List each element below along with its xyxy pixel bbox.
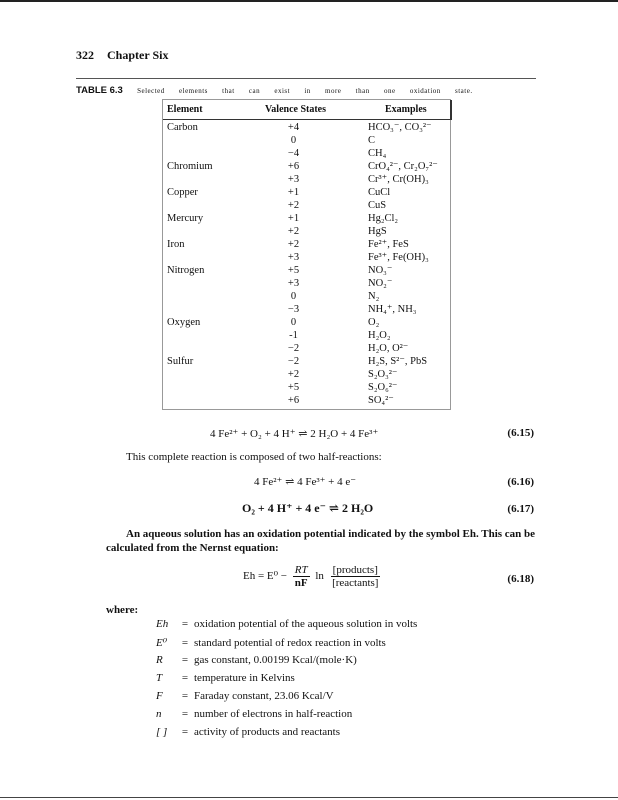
bottom-border	[0, 797, 618, 798]
equation-6-16: 4 Fe²⁺ ⇌ 4 Fe³⁺ + 4 e⁻	[254, 476, 357, 488]
equation-6-15: 4 Fe²⁺ + O₂ + 4 H⁺ ⇌ 2 H₂O + 4 Fe³⁺	[210, 428, 379, 440]
cell-example: S₂O₆²⁻	[368, 382, 398, 393]
cell-valence: +6	[287, 395, 300, 406]
cell-valence: +5	[287, 265, 300, 276]
table-row	[163, 160, 450, 173]
cell-valence: +2	[287, 239, 300, 250]
definition-row	[156, 654, 357, 670]
cell-valence: +6	[287, 161, 300, 172]
definition-symbol: n	[156, 708, 162, 720]
cell-element: Mercury	[167, 213, 204, 224]
table-row	[163, 199, 450, 212]
where-label: where:	[106, 604, 139, 616]
oxidation-states-table	[162, 99, 451, 410]
top-border	[0, 0, 618, 2]
cell-example: C	[368, 135, 376, 146]
equation-number-6-16: (6.16)	[507, 476, 534, 488]
table-row	[163, 186, 450, 199]
cell-valence: +1	[287, 187, 300, 198]
definition-symbol: F	[156, 690, 163, 702]
nf-denominator: nF	[294, 577, 308, 589]
cell-example: CrO₄²⁻, Cr₂O₇²⁻	[368, 161, 438, 172]
definition-symbol: Eh	[156, 618, 169, 630]
equals-sign: =	[181, 690, 189, 702]
equals-sign: =	[181, 654, 189, 666]
cell-valence: +2	[287, 369, 300, 380]
cell-valence: -1	[289, 330, 298, 341]
cell-example: H₂O₂	[368, 330, 391, 341]
definition-row	[156, 726, 340, 742]
equation-6-17: O₂ + 4 H⁺ + 4 e⁻ ⇌ 2 H₂O	[242, 501, 374, 515]
rt-over-nf	[293, 564, 310, 589]
equation-number-6-15: (6.15)	[507, 427, 534, 439]
half-reactions-intro: This complete reaction is composed of two half-reactions:	[126, 451, 382, 463]
equals-sign: =	[181, 637, 189, 649]
rt-numerator: RT	[294, 564, 308, 576]
cell-example: NH₄⁺, NH₃	[368, 304, 417, 315]
table-top-rule	[76, 78, 536, 79]
cell-example: SO₄²⁻	[368, 395, 394, 406]
cell-valence: −2	[287, 343, 300, 354]
cell-example: NO₃⁻	[368, 265, 393, 276]
chapter-title: Chapter Six	[107, 48, 169, 62]
table-row	[163, 121, 450, 134]
cell-valence: −4	[287, 148, 300, 159]
table-header-row	[163, 100, 452, 120]
page-header	[76, 48, 178, 63]
table-row	[163, 238, 450, 251]
cell-example: S₂O₃²⁻	[368, 369, 398, 380]
table-row	[163, 212, 450, 225]
products-term: [products]	[332, 564, 378, 576]
cell-example: CH₄	[368, 148, 387, 159]
cell-valence: +3	[287, 174, 300, 185]
equals-sign: =	[181, 726, 189, 738]
cell-example: HgS	[368, 226, 387, 237]
nernst-lhs: Eh = E⁰ −	[243, 570, 288, 583]
table-row	[163, 381, 450, 394]
cell-valence: +4	[287, 122, 300, 133]
definition-text: Faraday constant, 23.06 Kcal/V	[194, 690, 334, 702]
table-row	[163, 264, 450, 277]
definition-row	[156, 708, 352, 724]
table-row	[163, 316, 450, 329]
cell-valence: +5	[287, 382, 300, 393]
table-row	[163, 290, 450, 303]
header-valence: Valence States	[265, 104, 327, 115]
definition-symbol: R	[156, 654, 163, 666]
activity-ratio	[331, 564, 380, 589]
table-row	[163, 394, 450, 407]
cell-example: Cr³⁺, Cr(OH)₃	[368, 174, 429, 185]
cell-valence: +2	[287, 200, 300, 211]
cell-example: N₂	[368, 291, 380, 302]
definition-symbol: T	[156, 672, 163, 684]
table-row	[163, 329, 450, 342]
header-element: Element	[167, 104, 203, 115]
table-caption-text: Selected elements that can exist in more than one oxidation state.	[137, 87, 473, 95]
cell-valence: +3	[287, 278, 300, 289]
equals-sign: =	[181, 708, 189, 720]
definition-text: oxidation potential of the aqueous solution in volts	[194, 618, 418, 630]
equation-6-18	[243, 564, 380, 589]
nernst-paragraph: An aqueous solution has an oxidation potential indicated by the symbol Eh. This can be calculated from the Nernst equation:	[106, 528, 536, 554]
table-row	[163, 225, 450, 238]
equals-sign: =	[181, 672, 189, 684]
cell-example: H₂S, S²⁻, PbS	[368, 356, 428, 367]
definition-symbol: E⁰	[156, 637, 168, 649]
reactants-term: [reactants]	[332, 577, 379, 589]
cell-example: O₂	[368, 317, 380, 328]
definition-symbol: [ ]	[156, 726, 168, 738]
cell-element: Chromium	[167, 161, 213, 172]
cell-element: Sulfur	[167, 356, 194, 367]
cell-valence: −2	[287, 356, 300, 367]
definition-text: activity of products and reactants	[194, 726, 341, 738]
cell-valence: 0	[290, 135, 297, 146]
cell-example: Fe³⁺, Fe(OH)₃	[368, 252, 429, 263]
cell-example: HCO₃⁻, CO₃²⁻	[368, 122, 432, 133]
cell-example: Fe²⁺, FeS	[368, 239, 409, 250]
cell-example: NO₂⁻	[368, 278, 393, 289]
cell-valence: 0	[290, 291, 297, 302]
cell-example: CuCl	[368, 187, 391, 198]
cell-valence: 0	[290, 317, 297, 328]
equation-number-6-18: (6.18)	[507, 573, 534, 585]
cell-element: Nitrogen	[167, 265, 205, 276]
cell-element: Carbon	[167, 122, 198, 133]
definition-row	[156, 690, 334, 706]
definition-text: gas constant, 0.00199 Kcal/(mole·K)	[194, 654, 357, 666]
definition-text: temperature in Kelvins	[194, 672, 295, 684]
table-row	[163, 173, 450, 186]
equals-sign: =	[181, 618, 189, 630]
table-label: TABLE 6.3	[76, 85, 123, 96]
definition-row	[156, 618, 417, 634]
table-row	[163, 342, 450, 355]
cell-element: Oxygen	[167, 317, 201, 328]
definition-row	[156, 672, 295, 688]
equation-number-6-17: (6.17)	[507, 503, 534, 515]
cell-example: CuS	[368, 200, 387, 211]
cell-valence: +3	[287, 252, 300, 263]
definition-text: number of electrons in half-reaction	[194, 708, 353, 720]
cell-element: Copper	[167, 187, 198, 198]
table-row	[163, 303, 450, 316]
table-row	[163, 134, 450, 147]
table-caption	[76, 85, 473, 96]
cell-example: Hg₂Cl₂	[368, 213, 399, 224]
table-row	[163, 368, 450, 381]
ln-symbol: ln	[315, 570, 324, 583]
cell-valence: −3	[287, 304, 300, 315]
cell-example: H₂O, O²⁻	[368, 343, 409, 354]
definition-text: standard potential of redox reaction in volts	[194, 637, 386, 649]
table-row	[163, 251, 450, 264]
cell-element: Iron	[167, 239, 185, 250]
table-row	[163, 277, 450, 290]
cell-valence: +1	[287, 213, 300, 224]
table-row	[163, 355, 450, 368]
cell-valence: +2	[287, 226, 300, 237]
header-examples: Examples	[385, 104, 427, 115]
definition-row	[156, 636, 386, 652]
table-row	[163, 147, 450, 160]
page-number: 322	[76, 48, 94, 62]
